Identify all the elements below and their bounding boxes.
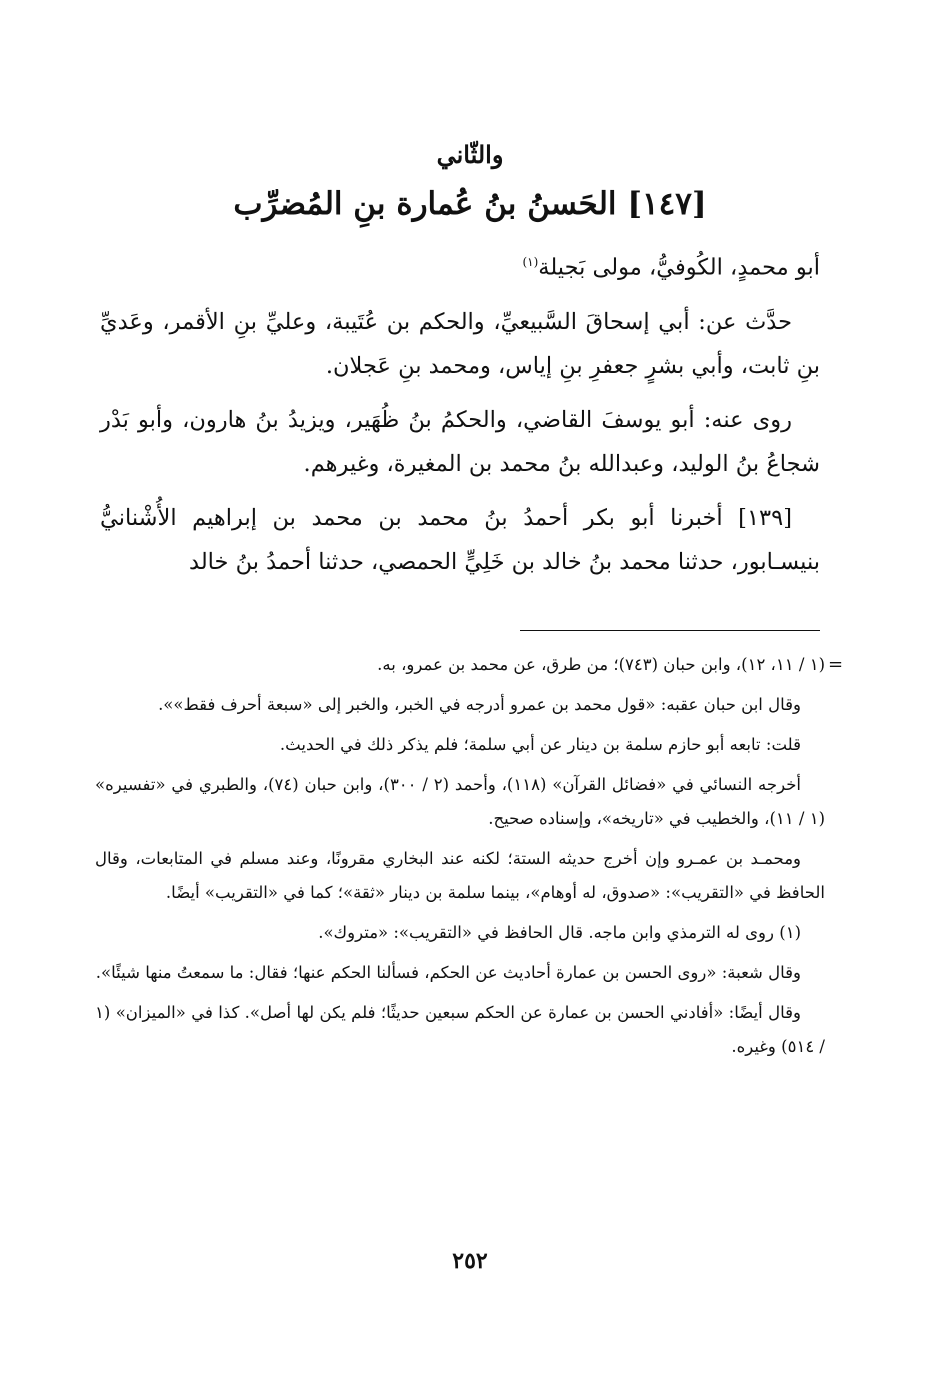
main-text <box>100 240 820 594</box>
kunya-text: أبو محمدٍ، الكُوفيُّ، مولى بَجيلة <box>538 254 820 281</box>
continuation-mark: = <box>828 654 844 675</box>
entry-title: [١٤٧] الحَسنُ بنُ عُمارة بنِ المُضرِّب <box>233 186 707 222</box>
footnotes <box>95 648 825 1070</box>
footnote-line: وقال شعبة: «روى الحسن بن عمارة أحاديث عن الحكم، فسألنا الحكم عنها؛ فقال: ما سمعتُ منها شيئًا». <box>95 963 801 982</box>
footnote-line: (١) روى له الترمذي وابن ماجه. قال الحافظ في «التقريب»: «متروك». <box>318 923 801 942</box>
footnote-divider <box>520 630 820 631</box>
page-number: ٢٥٢ <box>452 1248 488 1274</box>
footnote-line: وقال ابن حبان عقبه: «قول محمد بن عمرو أدرجه في الخبر، والخبر إلى «سبعة أحرف فقط»». <box>158 695 801 714</box>
footnote-line: ومحمـد بن عمـرو وإن أخرج حديثه الستة؛ لكنه عند البخاري مقرونًا، وعند مسلم في المتابعات، وقال الحافظ في «التقريب»: «صدوق، له أوهام»، بينما سلمة بن دينار «ثقة»؛ كما في «التقريب» أيضًا. <box>95 849 825 902</box>
footnote-ref: (١) <box>522 255 539 269</box>
isnad-paragraph: [١٣٩] أخبرنا أبو بكر أحمدُ بنُ محمد بن محمد بن إبراهيم الأُشْنانيُّ بنيسـابور، حدثنا محمد بنُ خالد بن خَلِيٍّ الحمصي، حدثنا أحمدُ بنُ خالد <box>100 504 820 575</box>
rawa-paragraph: روى عنه: أبو يوسفَ القاضي، والحكمُ بنُ ظُهَير، ويزيدُ بنُ هارون، وأبو بَدْر شجاعُ بنُ الوليد، وعبدالله بنُ محمد بن المغيرة، وغيرهم. <box>100 406 820 477</box>
footnote-line: قلت: تابعه أبو حازم سلمة بن دينار عن أبي سلمة؛ فلم يذكر ذلك في الحديث. <box>279 735 801 754</box>
footnote-line: (١ / ١١، ١٢)، وابن حبان (٧٤٣)؛ من طرق، عن محمد بن عمرو، به. <box>377 655 825 674</box>
section-heading: والثّاني <box>436 140 504 169</box>
footnote-line: أخرجه النسائي في «فضائل القرآن» (١١٨)، وأحمد (٢ / ٣٠٠)، وابن حبان (٧٤)، والطبري في «تفسيره» (١ / ١١)، والخطيب في «تاريخه»، وإسناده صحيح. <box>95 775 825 828</box>
footnote-line: وقال أيضًا: «أفادني الحسن بن عمارة عن الحكم سبعين حديثًا؛ فلم يكن لها أصل». كذا في «الميزان» (١ / ٥١٤) وغيره. <box>95 1003 825 1056</box>
haddatha-paragraph: حدَّث عن: أبي إسحاقَ السَّبيعيِّ، والحكم بن عُتَيبة، وعليِّ بنِ الأقمر، وعَديِّ بنِ ثابت، وأبي بشرٍ جعفرِ بنِ إياس، ومحمد بنِ عَجلان. <box>100 308 820 379</box>
kunya-paragraph <box>100 240 820 290</box>
